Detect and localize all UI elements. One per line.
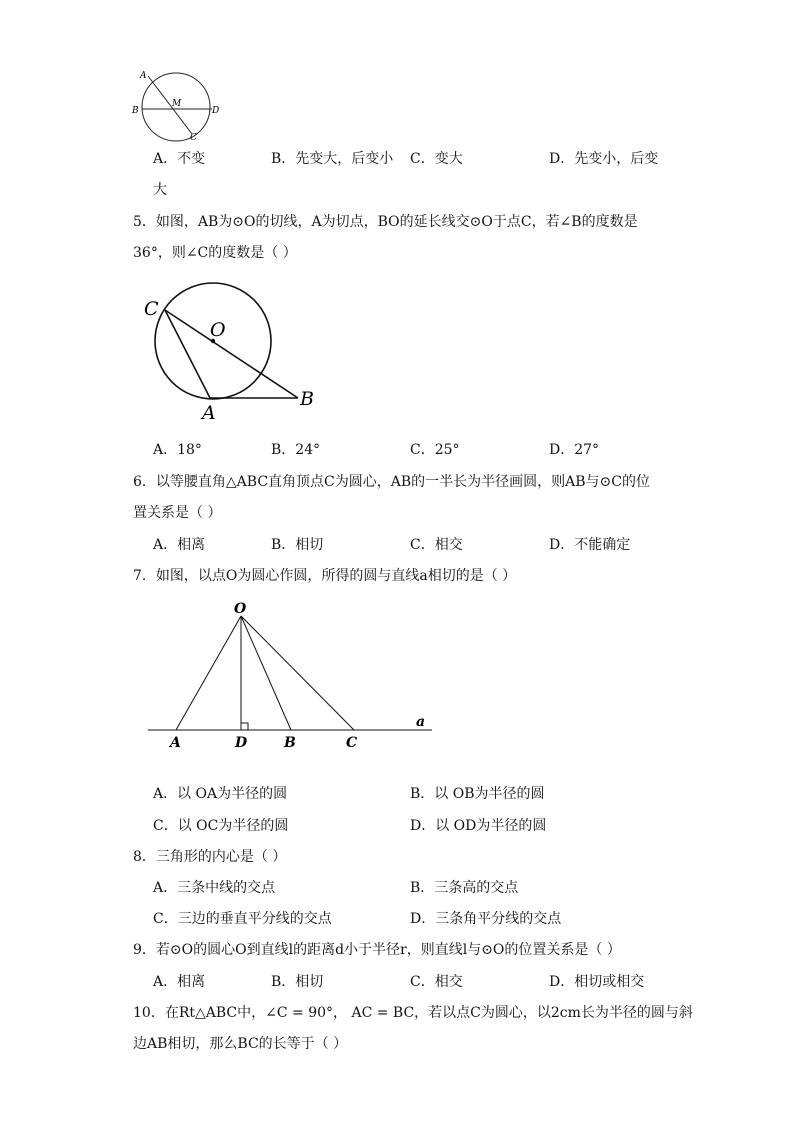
q5-label-a: A [202, 402, 216, 424]
q7-label-d: D [235, 735, 248, 751]
q7-label-c: C [346, 735, 358, 751]
q4-option-b: B．先变大，后变小 [271, 151, 394, 167]
q7-label-b: B [284, 735, 296, 751]
q5-option-b: B．24° [271, 442, 321, 458]
q7-option-d: D．以 OD为半径的圆 [410, 818, 547, 834]
q9-option-d: D．相切或相交 [549, 974, 645, 990]
q7-segment-oc [241, 616, 354, 730]
q4-label-a: A [140, 71, 147, 81]
q10-text-line2: 边AB相切，那么BC的长等于（ ） [133, 1036, 348, 1052]
q7-label-a: A [170, 735, 181, 751]
q7-line-figure [140, 598, 440, 758]
q4-option-c: C．变大 [410, 151, 463, 167]
q7-segment-ob [241, 616, 291, 730]
q5-label-o: O [210, 319, 226, 341]
q9-option-a: A．相离 [153, 974, 206, 990]
q9-option-c: C．相交 [410, 974, 463, 990]
q9-option-b: B．相切 [271, 974, 324, 990]
q5-option-a: A．18° [153, 442, 202, 458]
q4-option-d-wrap: 大 [153, 182, 167, 198]
q4-option-d: D．先变小，后变 [549, 151, 659, 167]
q6-option-b: B．相切 [271, 537, 324, 553]
q7-label-o: O [234, 601, 247, 617]
q7-option-a: A．以 OA为半径的圆 [153, 786, 288, 802]
q5-segment-ca [165, 310, 210, 398]
q6-text-line1: 6．以等腰直角△ABC直角顶点C为圆心，AB的一半长为半径画圆，则AB与⊙C的位 [133, 474, 650, 490]
q9-text-line1: 9．若⊙O的圆心O到直线l的距离d小于半径r，则直线l与⊙O的位置关系是（ ） [133, 942, 621, 958]
q8-text-line1: 8．三角形的内心是（ ） [133, 849, 287, 865]
q4-label-c: C [190, 133, 197, 142]
q5-text-line2: 36°，则∠C的度数是（ ） [133, 245, 297, 261]
q7-option-b: B．以 OB为半径的圆 [410, 786, 545, 802]
q5-option-c: C．25° [410, 442, 460, 458]
q4-label-b: B [132, 106, 139, 116]
q7-option-c: C．以 OC为半径的圆 [153, 818, 289, 834]
q5-option-d: D．27° [549, 442, 600, 458]
q5-label-b: B [300, 388, 314, 410]
q5-label-c: C [144, 298, 159, 320]
q5-text-line1: 5．如图，AB为⊙O的切线，A为切点，BO的延长线交⊙O于点C，若∠B的度数是 [133, 214, 638, 230]
q4-chord-ac [148, 76, 192, 134]
q7-segment-oa [176, 616, 241, 730]
q8-option-d: D．三条角平分线的交点 [410, 911, 562, 927]
q6-option-a: A．相离 [153, 537, 206, 553]
q8-option-b: B．三条高的交点 [410, 880, 519, 896]
q5-segment-cb [165, 310, 298, 398]
q7-text-line1: 7．如图，以点O为圆心作圆，所得的圆与直线a相切的是（ ） [133, 568, 517, 584]
q4-label-d: D [212, 106, 220, 116]
q7-right-angle-mark [241, 723, 248, 730]
q5-tangent-figure [140, 280, 330, 425]
q7-label-line-a: a [416, 714, 426, 730]
q6-option-d: D．不能确定 [549, 537, 631, 553]
q4-label-m: M [172, 99, 182, 109]
q8-option-c: C．三边的垂直平分线的交点 [153, 911, 332, 927]
q4-circle-figure [128, 64, 224, 142]
q10-text-line1: 10．在Rt△ABC中，∠C = 90°， AC = BC，若以点C为圆心，以2cm长为半径的圆与斜 [133, 1005, 693, 1021]
q4-option-a: A．不变 [153, 151, 206, 167]
q8-option-a: A．三条中线的交点 [153, 880, 276, 896]
q6-option-c: C．相交 [410, 537, 463, 553]
q6-text-line2: 置关系是（ ） [133, 505, 222, 521]
